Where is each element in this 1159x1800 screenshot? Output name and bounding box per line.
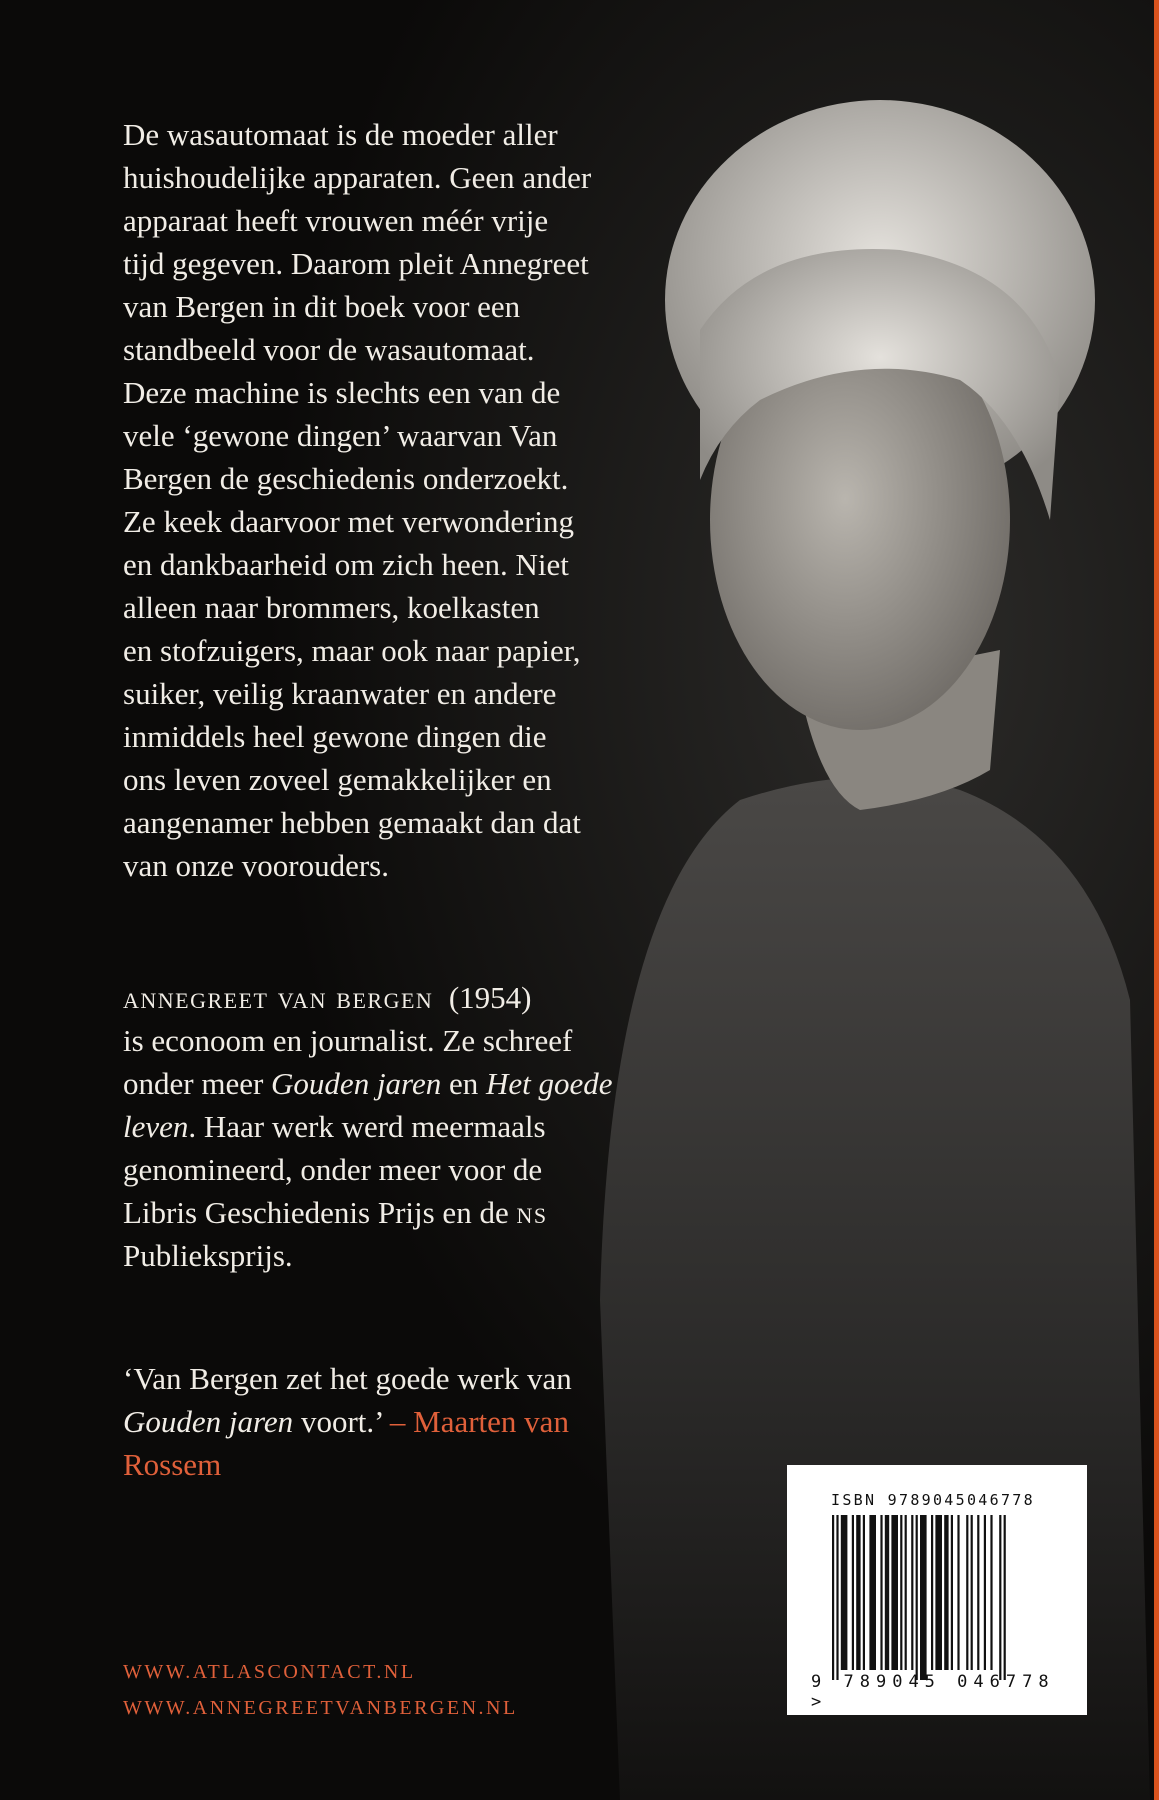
blurb-line: suiker, veilig kraanwater en andere bbox=[123, 676, 557, 711]
book-title: Gouden jaren bbox=[271, 1066, 442, 1101]
barcode-bar bbox=[841, 1515, 848, 1670]
blurb-line: vele ‘gewone dingen’ waarvan Van bbox=[123, 418, 558, 453]
isbn-label: ISBN 9789045046778 bbox=[831, 1491, 1035, 1509]
isbn-digits-left: 789045 bbox=[843, 1672, 941, 1692]
barcode-bar bbox=[832, 1515, 834, 1680]
quote-attribution: Rossem bbox=[123, 1447, 222, 1482]
blurb-line: van onze voorouders. bbox=[123, 848, 389, 883]
barcode-bar bbox=[869, 1515, 876, 1670]
quote-text: voort.’ bbox=[293, 1404, 390, 1439]
barcode-bar bbox=[966, 1515, 968, 1670]
blurb-line: inmiddels heel gewone dingen die bbox=[123, 719, 547, 754]
barcode-bar bbox=[916, 1515, 918, 1680]
blurb-line: alleen naar brommers, koelkasten bbox=[123, 590, 540, 625]
blurb-line: apparaat heeft vrouwen méér vrije bbox=[123, 203, 549, 238]
barcode-bar bbox=[891, 1515, 898, 1670]
blurb-paragraph bbox=[123, 113, 591, 887]
bio-line: genomineerd, onder meer voor de bbox=[123, 1152, 543, 1187]
blurb-line: De wasautomaat is de moeder aller bbox=[123, 117, 558, 152]
isbn-arrow: > bbox=[811, 1692, 828, 1712]
review-quote bbox=[123, 1357, 572, 1486]
blurb-line: en dankbaarheid om zich heen. Niet bbox=[123, 547, 569, 582]
bio-text: ns bbox=[516, 1195, 548, 1230]
author-bio bbox=[123, 976, 613, 1277]
blurb-line: ons leven zoveel gemakkelijker en bbox=[123, 762, 552, 797]
blurb-line: tijd gegeven. Daarom pleit Annegreet bbox=[123, 246, 589, 281]
bio-line: is econoom en journalist. Ze schreef bbox=[123, 1023, 573, 1058]
quote-attribution: – Maarten van bbox=[389, 1404, 569, 1439]
barcode-bar bbox=[977, 1515, 979, 1670]
book-title: Gouden jaren bbox=[123, 1404, 294, 1439]
barcode-bar bbox=[957, 1515, 959, 1670]
barcode-bars bbox=[832, 1515, 1047, 1680]
bio-text: en bbox=[441, 1066, 486, 1101]
blurb-line: Deze machine is slechts een van de bbox=[123, 375, 561, 410]
barcode-bar bbox=[885, 1515, 889, 1670]
barcode-bar bbox=[856, 1515, 860, 1670]
spine-edge-strip bbox=[1154, 0, 1159, 1800]
isbn-digits bbox=[811, 1672, 1087, 1712]
author-url[interactable]: WWW.ANNEGREETVANBERGEN.NL bbox=[123, 1697, 518, 1719]
barcode-bar bbox=[935, 1515, 942, 1670]
isbn-barcode bbox=[787, 1465, 1087, 1715]
blurb-line: van Bergen in dit boek voor een bbox=[123, 289, 521, 324]
author-name: annegreet van bergen bbox=[123, 980, 434, 1015]
blurb-line: aangenamer hebben gemaakt dan dat bbox=[123, 805, 581, 840]
isbn-digit-first: 9 bbox=[811, 1672, 828, 1692]
barcode-bar bbox=[990, 1515, 992, 1670]
barcode-bar bbox=[944, 1515, 948, 1670]
barcode-bar bbox=[880, 1515, 882, 1670]
birth-year: (1954) bbox=[448, 980, 532, 1015]
barcode-bar bbox=[999, 1515, 1001, 1680]
barcode-bar bbox=[863, 1515, 865, 1670]
barcode-bar bbox=[900, 1515, 902, 1670]
publisher-url[interactable]: WWW.ATLASCONTACT.NL bbox=[123, 1661, 416, 1683]
barcode-bar bbox=[984, 1515, 986, 1670]
barcode-bar bbox=[852, 1515, 854, 1670]
barcode-bar bbox=[971, 1515, 973, 1670]
barcode-bar bbox=[920, 1515, 927, 1680]
barcode-bar bbox=[951, 1515, 953, 1670]
blurb-line: en stofzuigers, maar ook naar papier, bbox=[123, 633, 581, 668]
bio-line: Publieksprijs. bbox=[123, 1238, 293, 1273]
book-title: leven bbox=[123, 1109, 189, 1144]
bio-text: . Haar werk werd meermaals bbox=[188, 1109, 546, 1144]
blurb-line: standbeeld voor de wasautomaat. bbox=[123, 332, 535, 367]
quote-line: ‘Van Bergen zet het goede werk van bbox=[123, 1361, 572, 1396]
blurb-line: Ze keek daarvoor met verwondering bbox=[123, 504, 575, 539]
barcode-bar bbox=[1004, 1515, 1006, 1680]
website-links bbox=[123, 1654, 518, 1726]
isbn-digits-right: 046778 bbox=[957, 1672, 1055, 1692]
blurb-line: huishoudelijke apparaten. Geen ander bbox=[123, 160, 592, 195]
barcode-bar bbox=[905, 1515, 907, 1670]
barcode-bar bbox=[836, 1515, 838, 1680]
bio-text: Libris Geschiedenis Prijs en de bbox=[123, 1195, 517, 1230]
book-title: Het goede bbox=[486, 1066, 613, 1101]
blurb-line: Bergen de geschiedenis onderzoekt. bbox=[123, 461, 569, 496]
bio-text: onder meer bbox=[123, 1066, 272, 1101]
barcode-bar bbox=[911, 1515, 913, 1670]
barcode-bar bbox=[931, 1515, 933, 1670]
